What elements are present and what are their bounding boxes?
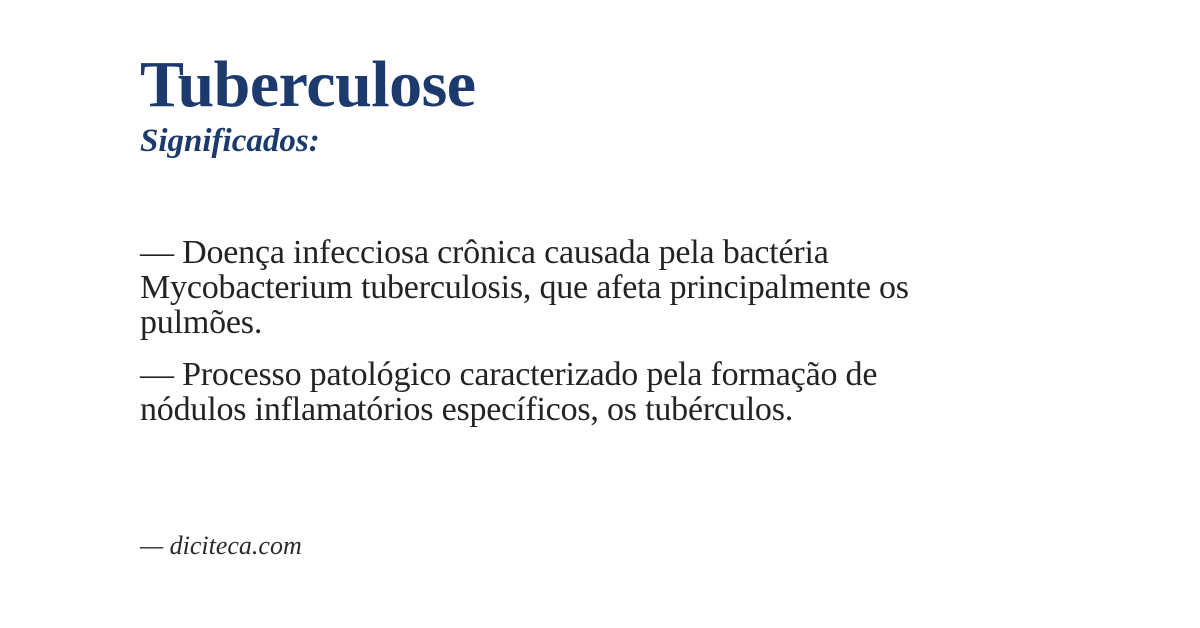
definition-line: — Doença infecciosa crônica causada pela bactéria [140,234,829,271]
card-header [140,48,1080,161]
definition-item-2 [140,357,1080,427]
definition-item-1 [140,235,1080,340]
attribution-text: — diciteca.com [140,531,302,560]
definition-line: pulmões. [140,304,263,341]
subtitle: Significados: [140,123,320,159]
definition-line: — Processo patológico caracterizado pela formação de [140,356,878,393]
card-footer [140,531,302,561]
page-title: Tuberculose [140,48,476,121]
definition-line: Mycobacterium tuberculosis, que afeta principalmente os [140,269,909,306]
definition-line: nódulos inflamatórios específicos, os tubérculos. [140,391,794,428]
definitions-section [140,235,1080,427]
